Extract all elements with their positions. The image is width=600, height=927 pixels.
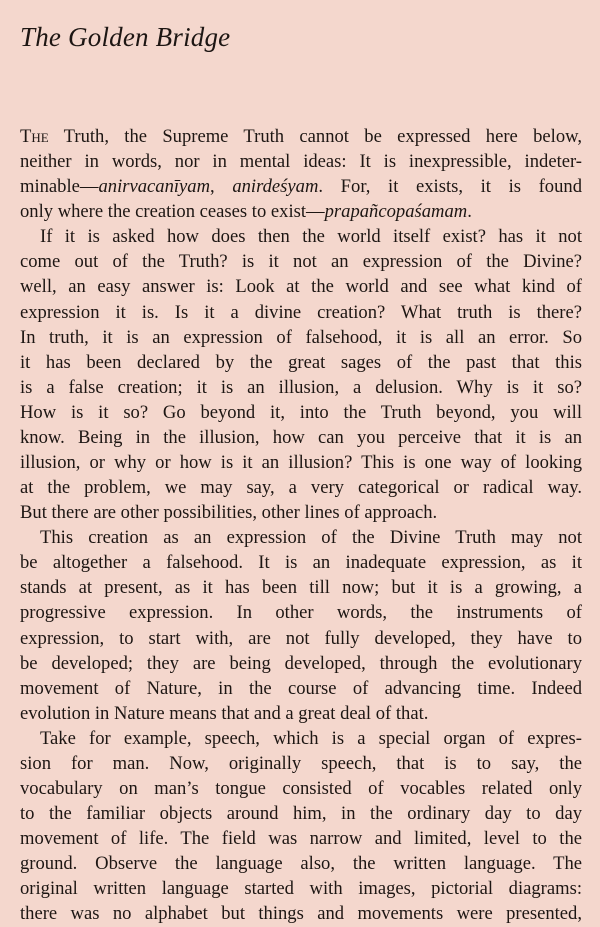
text-line: original written language started with images, pictorial diagrams: bbox=[20, 878, 582, 900]
text-line: stands at present, as it has been till now; but it is a growing, a bbox=[20, 577, 582, 599]
line-text: . For, it exists, it is found bbox=[318, 176, 582, 198]
text-line: illusion, or why or how is it an illusion? This is one way of looking bbox=[20, 452, 582, 474]
text-line: progressive expression. In other words, the instruments of bbox=[20, 602, 582, 624]
text-line: it has been declared by the great sages of the past that this bbox=[20, 351, 582, 373]
text-line: ground. Observe the language also, the written language. The bbox=[20, 853, 582, 875]
text-line: expression, to start with, are not fully developed, they have to bbox=[20, 627, 582, 649]
text-line: is a false creation; it is an illusion, a delusion. Why is it so? bbox=[20, 376, 582, 398]
text-line: In truth, it is an expression of falsehood, it is all an error. So bbox=[20, 326, 582, 348]
line-text: only where the creation ceases to exist— bbox=[20, 201, 325, 223]
text-line: How is it so? Go beyond it, into the Truth beyond, you will bbox=[20, 401, 582, 423]
text-line: Take for example, speech, which is a special organ of expres- bbox=[40, 727, 582, 749]
text-line: at the problem, we may say, a very categorical or radical way. bbox=[20, 477, 582, 499]
text-line: movement of Nature, in the course of advancing time. Indeed bbox=[20, 677, 582, 699]
text-line: there was no alphabet but things and movements were presented, bbox=[20, 903, 582, 925]
text-line: to the familiar objects around him, in the ordinary day to day bbox=[20, 803, 582, 825]
paragraph bbox=[20, 525, 582, 726]
line-text: , bbox=[210, 176, 233, 198]
text-line: come out of the Truth? is it not an expression of the Divine? bbox=[20, 251, 582, 273]
paragraph bbox=[20, 726, 582, 927]
body-text bbox=[20, 124, 582, 927]
text-line: But there are other possibilities, other lines of approach. bbox=[20, 502, 438, 524]
text-line: movement of life. The field was narrow and limited, level to the bbox=[20, 828, 582, 850]
sanskrit-term: anirvacanīyam bbox=[98, 176, 211, 198]
paragraph bbox=[20, 224, 582, 525]
page-title: The Golden Bridge bbox=[20, 22, 231, 52]
text-line: neither in words, nor in mental ideas: It is inexpressible, indeter- bbox=[20, 151, 582, 173]
text-line: evolution in Nature means that and a great deal of that. bbox=[20, 702, 429, 724]
text-line bbox=[20, 174, 582, 199]
line-text: minable— bbox=[20, 176, 99, 198]
paragraph bbox=[20, 124, 582, 224]
text-line: well, an easy answer is: Look at the world and see what kind of bbox=[20, 276, 582, 298]
line-text: Truth, the Supreme Truth cannot be expressed here below, bbox=[48, 126, 582, 147]
text-line: expression it is. Is it a divine creation? What truth is there? bbox=[20, 301, 582, 323]
text-line: If it is asked how does then the world itself exist? has it not bbox=[40, 226, 582, 248]
line-text: . bbox=[467, 201, 472, 223]
text-line bbox=[20, 124, 582, 149]
text-line: be developed; they are being developed, through the evolutionary bbox=[20, 652, 582, 674]
text-line: sion for man. Now, originally speech, that is to say, the bbox=[20, 752, 582, 774]
text-line: vocabulary on man’s tongue consisted of vocables related only bbox=[20, 778, 582, 800]
text-line bbox=[20, 199, 582, 224]
sanskrit-term: anirdeśyam bbox=[232, 176, 319, 198]
lead-word: The bbox=[20, 126, 49, 147]
text-line: know. Being in the illusion, how can you perceive that it is an bbox=[20, 426, 582, 448]
text-line: be altogether a falsehood. It is an inadequate expression, as it bbox=[20, 552, 582, 574]
text-line: This creation as an expression of the Divine Truth may not bbox=[40, 527, 582, 549]
sanskrit-term: prapañcopaśamam bbox=[324, 201, 468, 223]
